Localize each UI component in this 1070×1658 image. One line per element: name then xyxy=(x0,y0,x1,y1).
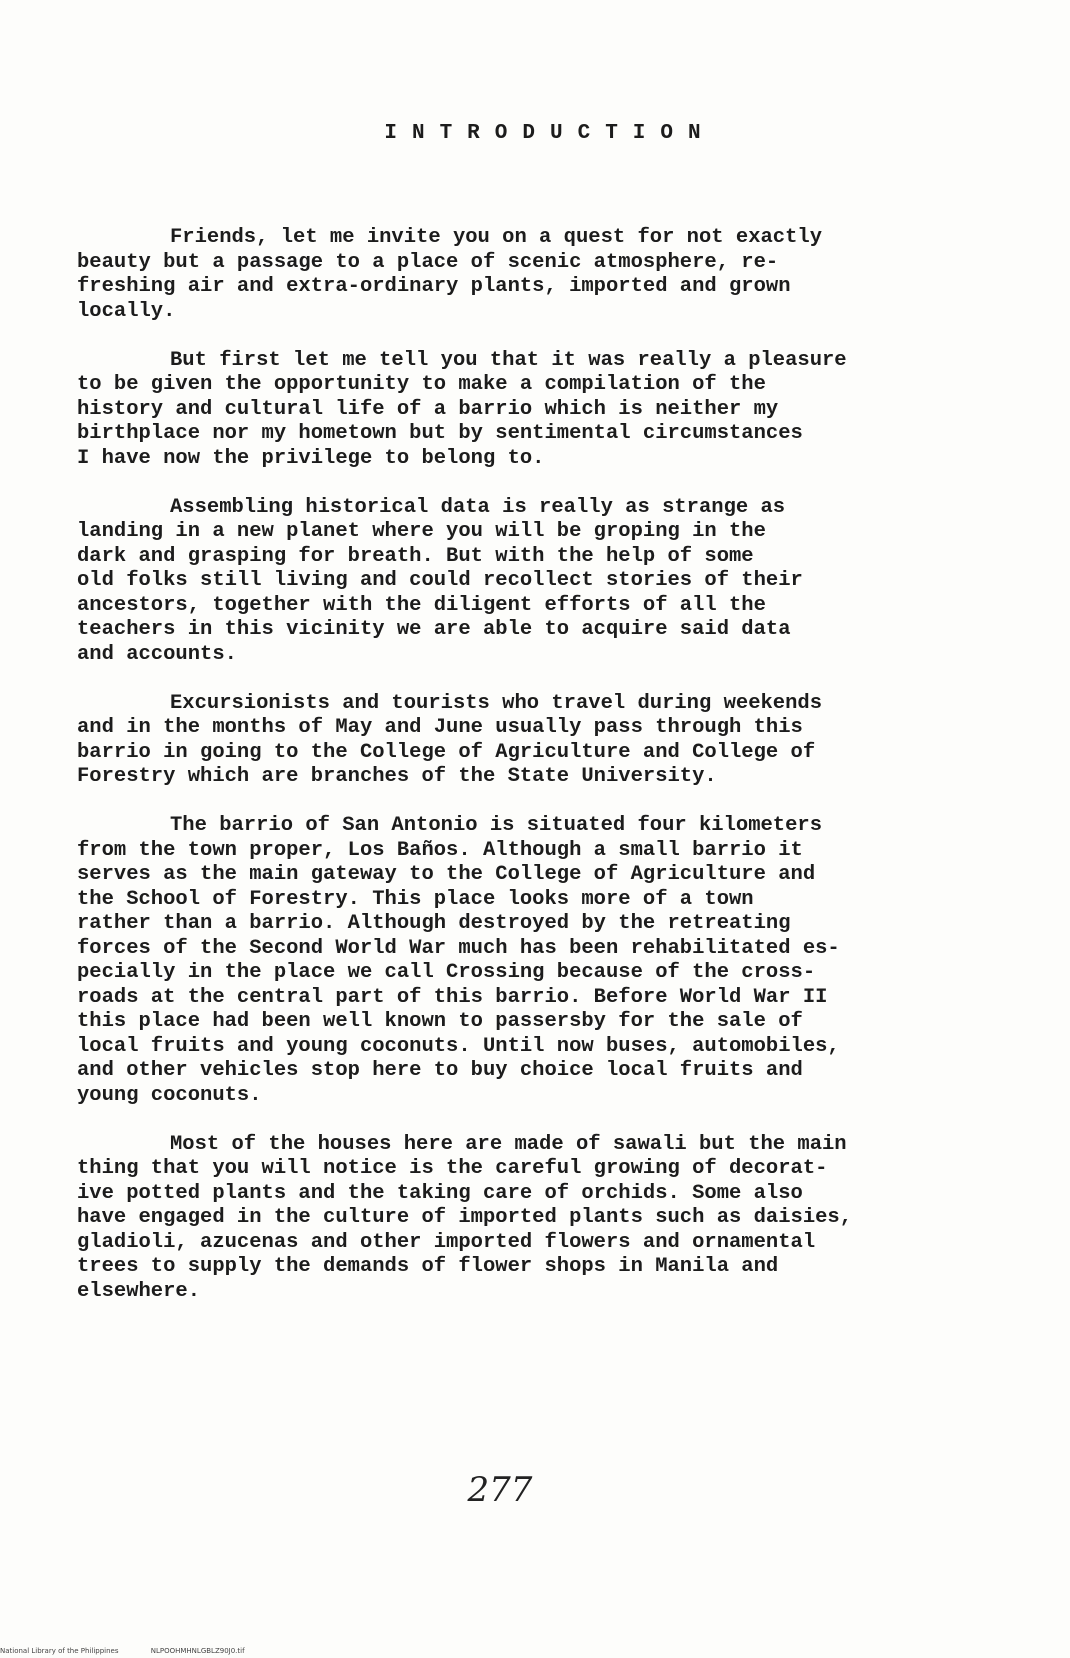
handwritten-page-number: 277 xyxy=(467,1470,533,1510)
footer-file: NLPOOHMHNLGBLZ90J0.tif xyxy=(150,1647,245,1655)
paragraph-6: Most of the houses here are made of sawali but the main thing that you will notice is the careful growing of decorat- ive potted plants and the taking care of orchids. Some also have engaged in the culture of imported plants such as daisies, gladioli, azucenas and other imported flowers and ornamental trees to supply the demands of flower shops in Manila and elsewhere. xyxy=(77,1132,853,1303)
paragraph-3: Assembling historical data is really as strange as landing in a new planet where you will be groping in the dark and grasping for breath. But with the help of some old folks still living and could recollect stories of their ancestors, together with the diligent efforts of all the teachers in this vicinity we are able to acquire said data and accounts. xyxy=(77,495,803,666)
paragraph-1: Friends, let me invite you on a quest for not exactly beauty but a passage to a place of scenic atmosphere, re- freshing air and extra-ordinary plants, imported and grown locally. xyxy=(77,226,823,323)
scan-footer xyxy=(0,1647,1070,1655)
footer-library: National Library of the Philippines xyxy=(0,1647,119,1655)
paragraph-5: The barrio of San Antonio is situated four kilometers from the town proper, Los Baños. Although a small barrio it serves as the main gateway to the College of Agriculture and the School of Forestry. This place looks more of a town rather than a barrio. Although destroyed by the retreating forces of the Second World War much has been rehabilitated es- pecially in the place we call Crossing because of the cross- roads at the central part of this barrio. Before World War II this place had been well known to passersby for the sale of local fruits and young coconuts. Until now buses, automobiles, and other vehicles stop here to buy choice local fruits and young coconuts. xyxy=(77,814,840,1107)
page-title: INTRODUCTION xyxy=(384,122,716,145)
document-body xyxy=(77,226,997,1329)
paragraph-4: Excursionists and tourists who travel during weekends and in the months of May and June usually pass through this barrio in going to the College of Agriculture and College of Forestry which are branches of the State University. xyxy=(77,691,823,788)
paragraph-2: But first let me tell you that it was really a pleasure to be given the opportunity to make a compilation of the history and cultural life of a barrio which is neither my birthplace nor my hometown but by sentimental circumstances I have now the privilege to belong to. xyxy=(77,348,847,470)
